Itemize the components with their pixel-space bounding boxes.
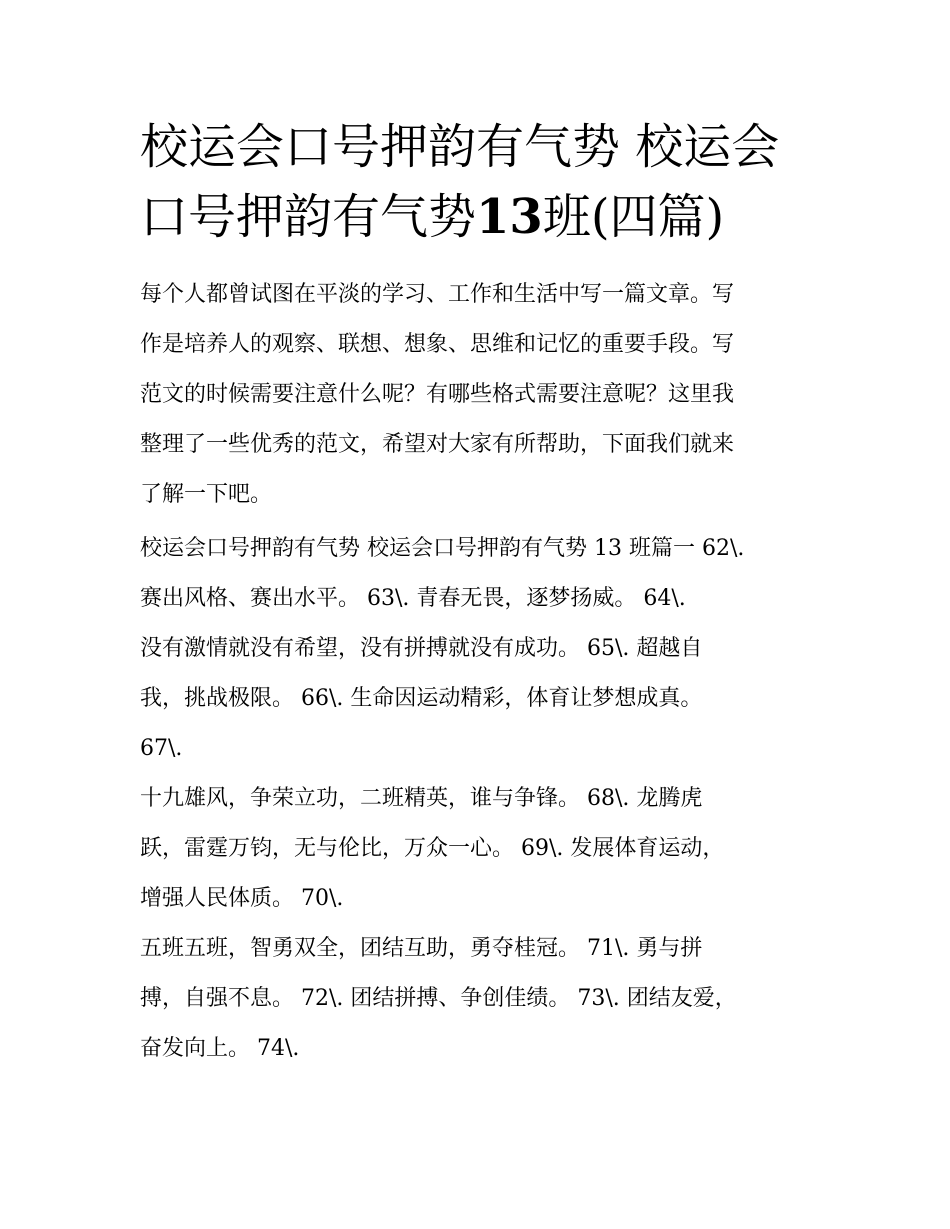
slogan-paragraph <box>140 524 820 1074</box>
intro-line: 作是培养人的观察、联想、想象、思维和记忆的重要手段。写 <box>140 332 735 357</box>
body-line: 奋发向上。 74\. <box>140 1036 300 1061</box>
document-page <box>140 112 820 1074</box>
intro-paragraph <box>140 270 820 520</box>
intro-line: 每个人都曾试图在平淡的学习、工作和生活中写一篇文章。写 <box>140 282 735 307</box>
body-line: 十九雄风，争荣立功，二班精英，谁与争锋。 68\. 龙腾虎 <box>140 786 703 811</box>
body-line: 赛出风格、赛出水平。 63\. 青春无畏，逐梦扬威。 64\. <box>140 586 686 611</box>
body-line: 67\. <box>140 736 183 761</box>
body-line: 我，挑战极限。 66\. 生命因运动精彩，体育让梦想成真。 <box>140 686 703 711</box>
body-line: 增强人民体质。 70\. <box>140 886 344 911</box>
body-line: 五班五班，智勇双全，团结互助，勇夺桂冠。 71\. 勇与拼 <box>140 936 703 961</box>
document-title <box>140 112 820 252</box>
intro-line: 了解一下吧。 <box>140 482 273 507</box>
body-line: 没有激情就没有希望，没有拼搏就没有成功。 65\. 超越自 <box>140 636 703 661</box>
body-line: 搏，自强不息。 72\. 团结拼搏、争创佳绩。 73\. 团结友爱， <box>140 986 737 1011</box>
body-line: 跃，雷霆万钧，无与伦比，万众一心。 69\. 发展体育运动， <box>140 836 725 861</box>
title-number: 13 <box>476 189 543 245</box>
title-text-part1: 校运会口号押韵有气势 校运会口号押韵有气势 <box>140 119 780 245</box>
intro-line: 整理了一些优秀的范文，希望对大家有所帮助，下面我们就来 <box>140 432 735 457</box>
intro-line: 范文的时候需要注意什么呢？有哪些格式需要注意呢？这里我 <box>140 382 735 407</box>
title-text-part2: 班(四篇) <box>542 189 725 245</box>
body-line: 校运会口号押韵有气势 校运会口号押韵有气势 13 班篇一 62\. <box>140 536 745 561</box>
